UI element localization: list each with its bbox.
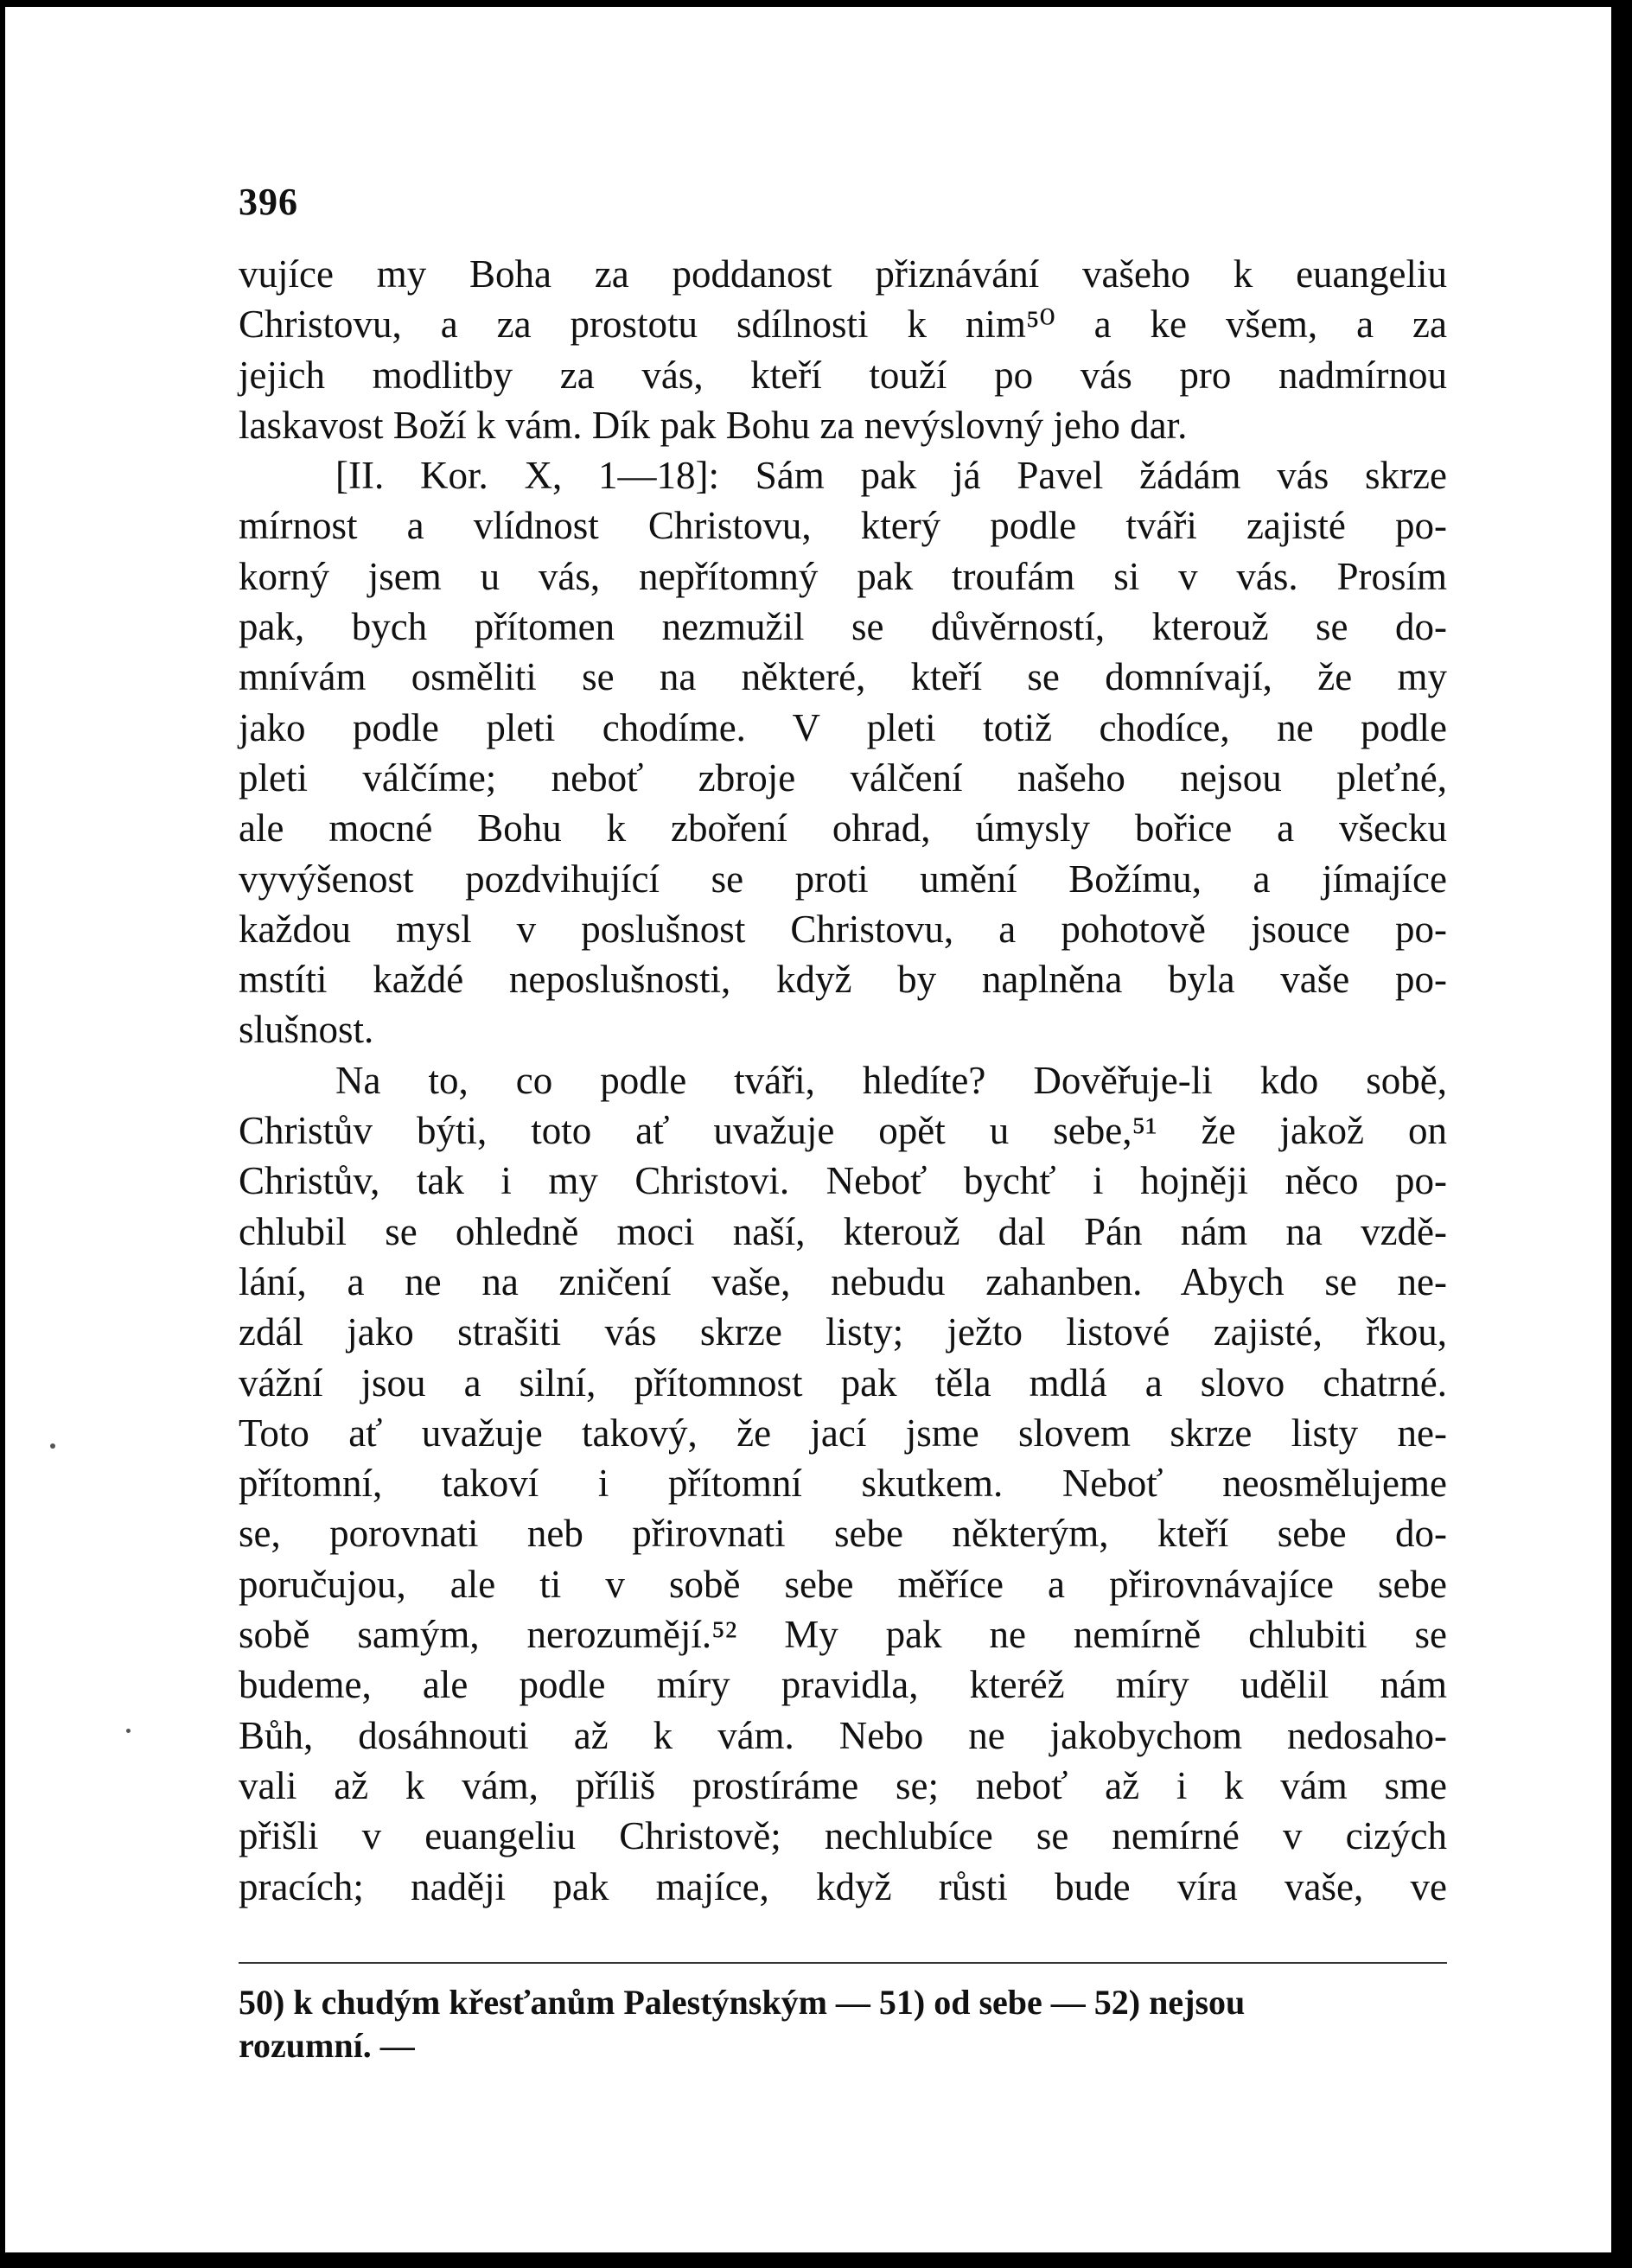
text-line: se, porovnati neb přirovnati sebe některým, kteří sebe do- [239, 1512, 1447, 1556]
text-line: korný jsem u vás, nepřítomný pak troufám si v vás. Prosím [239, 554, 1447, 598]
text-line: laskavost Boží k vám. Dík pak Bohu za nevýslovný jeho dar. [239, 403, 1188, 447]
text-line: [II. Kor. X, 1—18]: Sám pak já Pavel žádám vás skrze [335, 454, 1447, 498]
text-line: Christův, tak i my Christovi. Neboť bychť i hojněji něco po- [239, 1159, 1447, 1203]
footnote-divider [239, 1962, 1447, 1964]
text-line: přišli v euangeliu Christově; nechlubíce se nemírné v cizých [239, 1814, 1447, 1858]
text-line: slušnost. [239, 1008, 374, 1052]
text-line: mstíti každé neposlušnosti, když by naplněna byla vaše po- [239, 958, 1447, 1002]
text-line: sobě samým, nerozumějí.⁵² My pak ne nemírně chlubiti se [239, 1613, 1447, 1657]
text-line: Christův býti, toto ať uvažuje opět u sebe,⁵¹ že jakož on [239, 1109, 1447, 1153]
text-line: Bůh, dosáhnouti až k vám. Nebo ne jakobychom nedosaho- [239, 1713, 1447, 1757]
text-line: jejich modlitby za vás, kteří touží po vás pro nadmírnou [239, 353, 1447, 397]
scan-speck [126, 1729, 131, 1733]
text-line: vali až k vám, příliš prostíráme se; neboť až i k vám sme [239, 1763, 1447, 1807]
page-sheet [5, 7, 1611, 2252]
text-line: budeme, ale podle míry pravidla, kteréž míry udělil nám [239, 1663, 1447, 1707]
page-number: 396 [239, 181, 298, 223]
text-line: vyvýšenost pozdvihující se proti umění Božímu, a jímajíce [239, 857, 1447, 901]
text-line: přítomní, takoví i přítomní skutkem. Neboť neosmělujeme [239, 1462, 1447, 1506]
text-line: jako podle pleti chodíme. V pleti totiž chodíce, ne podle [239, 705, 1447, 749]
text-line: Na to, co podle tváři, hledíte? Dověřuje-li kdo sobě, [335, 1058, 1447, 1102]
text-line: lání, a ne na zničení vaše, nebudu zahanben. Abych se ne- [239, 1259, 1447, 1303]
text-line: pracích; naději pak majíce, když růsti bude víra vaše, ve [239, 1864, 1447, 1908]
text-line: vujíce my Boha za poddanost přiznávání vašeho k euangeliu [239, 252, 1447, 296]
text-line: Toto ať uvažuje takový, že jací jsme slovem skrze listy ne- [239, 1411, 1447, 1455]
text-line: Christovu, a za prostotu sdílnosti k nim⁵⁰ a ke všem, a za [239, 303, 1447, 347]
body-text [239, 249, 1447, 1912]
text-line: mírnost a vlídnost Christovu, který podle tváři zajisté po- [239, 504, 1447, 548]
text-line: mnívám osměliti se na některé, kteří se domnívají, že my [239, 655, 1447, 699]
text-line: ale mocné Bohu k zboření ohrad, úmysly bořice a všecku [239, 806, 1447, 850]
text-line: každou mysl v poslušnost Christovu, a pohotově jsouce po- [239, 907, 1447, 951]
scan-speck [50, 1443, 55, 1449]
footnote-line: rozumní. — [239, 2026, 415, 2065]
footnotes [239, 1981, 1447, 2067]
text-line: pak, bych přítomen nezmužil se důvěrností, kterouž se do- [239, 605, 1447, 649]
text-line: poručujou, ale ti v sobě sebe měříce a přirovnávajíce sebe [239, 1562, 1447, 1606]
text-line: chlubil se ohledně moci naší, kterouž dal Pán nám na vzdě- [239, 1209, 1447, 1253]
text-line: zdál jako strašiti vás skrze listy; ježto listové zajisté, řkou, [239, 1310, 1447, 1354]
text-line: vážní jsou a silní, přítomnost pak těla mdlá a slovo chatrné. [239, 1360, 1447, 1405]
text-line: pleti válčíme; neboť zbroje válčení našeho nejsou pleťné, [239, 755, 1447, 800]
footnote-line: 50) k chudým křesťanům Palestýnským — 51) od sebe — 52) nejsou [239, 1983, 1246, 2022]
